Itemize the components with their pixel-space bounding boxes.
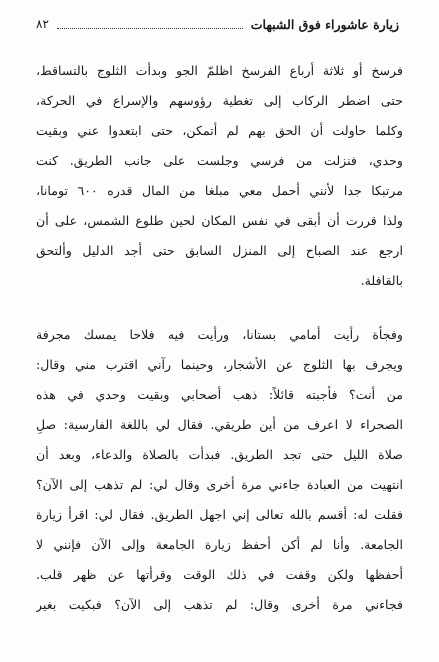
text-line: فجاءني مرة أخرى وقال: لم تذهب إلى الآن؟ فبكيت بغير [36,597,403,612]
header-dot-leader [57,28,243,29]
text-line: حتى اضطر الركاب إلى تغطية رؤوسهم والإسراع في الحركة، [36,93,403,108]
text-line: وفجأة رأيت أمامي بستانا، ورأيت فيه فلاحا يمسك مجرفة [36,327,403,342]
running-header [36,14,399,34]
text-line: فقلت له: أقسم بالله تعالى إني اجهل الطريق. فقال لي: اقرأ زيارة [36,507,403,522]
text-line: الصحراء لا اعرف من أين طريقي. فقال لي باللغة الفارسية: صلِ [36,417,403,432]
text-line: وحدي، فنزلت من فرسي وجلست على جانب الطريق. كنت [36,153,403,168]
text-line: صلاة الليل حتى تجد الطريق. فبدأت بالصلاة والدعاء، وبعد أن [36,447,403,462]
text-line: أحفظها ولكن وقفت في ذلك الوقت وقرأتها عن ظهر قلب. [36,567,403,582]
text-line: من أنت؟ فأجبته قائلاً: ذهب أصحابي وبقيت وحدي في هذه [36,387,403,402]
text-line: انتهيت من العبادة جاءني مرة أخرى وقال لي: لم تذهب إلى الآن؟ [36,477,403,492]
text-line: فرسخ أو ثلاثة أرباع الفرسخ اظلمّ الجو وبدأت الثلوج بالتساقط، [36,63,403,78]
text-line: وكلما حاولت أن الحق بهم لم أتمكن، حتى ابتعدوا عني وبقيت [36,123,403,138]
text-line: بالقافلة. [360,273,403,288]
paragraph-1 [36,56,403,296]
text-line: ويجرف بها الثلوج عن الأشجار، وحينما رآني اقترب مني وقال: [36,357,403,372]
text-line: ارجع عند الصباح إلى المنزل السابق حتى أجد الدليل وألتحق [36,243,403,258]
paragraph-2 [36,320,403,620]
text-line: مرتبكا جدا لأنني أحمل معي مبلغا من المال قدره ٦٠٠ تومانا، [36,183,403,198]
page-number: ٨٢ [36,17,49,31]
text-line: الجامعة. وأنا لم أكن أحفظ زيارة الجامعة وإلى الآن فإنني لا [36,537,403,552]
header-title: زيارة عاشوراء فوق الشبهات [250,16,399,32]
text-line: ولذا قررت أن أبقى في نفس المكان لحين طلوع الشمس، على أن [36,213,403,228]
